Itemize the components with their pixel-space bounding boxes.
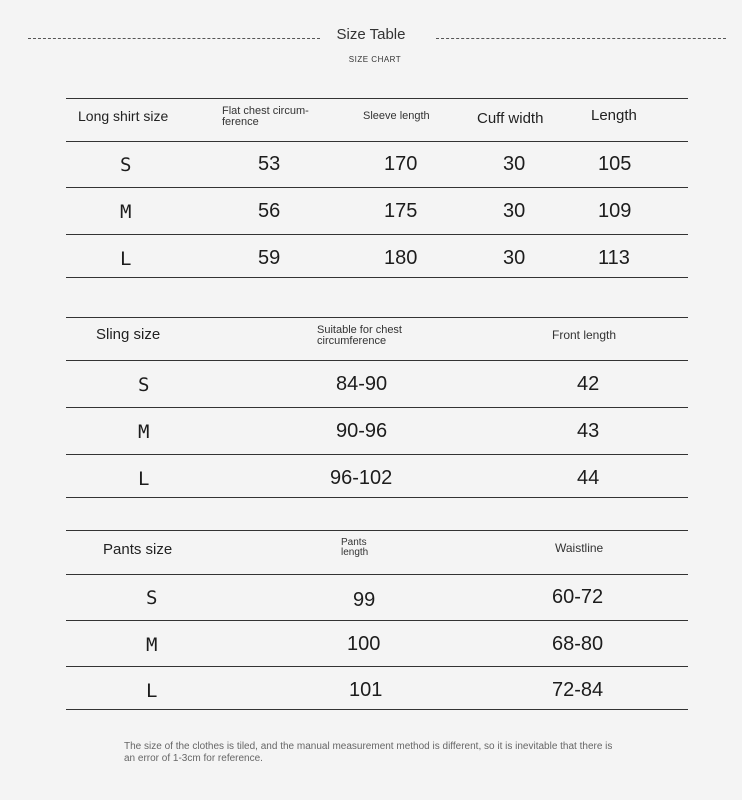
shirt-chest-value: 53 (258, 153, 281, 175)
pants-header-size: Pants size (103, 541, 173, 558)
table-rule (66, 98, 688, 99)
shirt-header-cuff: Cuff width (477, 110, 544, 127)
pants-waistline-value: 68-80 (552, 633, 604, 655)
shirt-header-length: Length (591, 107, 637, 124)
table-rule (66, 454, 688, 455)
sling-size-label: M (138, 421, 150, 443)
table-rule (66, 407, 688, 408)
sling-chest-value: 84-90 (336, 373, 388, 395)
page-title: Size Table (336, 26, 406, 43)
sling-front-length-value: 42 (577, 373, 600, 395)
shirt-chest-value: 59 (258, 247, 281, 269)
shirt-length-value: 113 (598, 247, 630, 269)
sling-size-label: L (138, 468, 150, 490)
table-rule (66, 277, 688, 278)
pants-size-label: L (146, 680, 158, 702)
sling-header-size: Sling size (96, 326, 161, 343)
shirt-length-value: 109 (598, 200, 632, 222)
pants-header-waistline: Waistline (555, 541, 604, 555)
table-rule (66, 187, 688, 188)
shirt-sleeve-value: 180 (384, 247, 418, 269)
pants-length-value: 100 (347, 633, 381, 655)
table-rule (66, 666, 688, 667)
shirt-chest-value: 56 (258, 200, 281, 222)
table-rule (66, 360, 688, 361)
shirt-header-sleeve: Sleeve length (363, 110, 430, 122)
shirt-size-label: L (120, 248, 132, 270)
table-rule (66, 530, 688, 531)
sling-header-chest: Suitable for chest circumference (317, 324, 402, 347)
table-rule (66, 620, 688, 621)
sling-header-front-length: Front length (552, 328, 617, 342)
page-subtitle: SIZE CHART (348, 55, 402, 64)
measurement-note: The size of the clothes is tiled, and the manual measurement method is different, so it is inevitable that there is an error of 1-3cm for reference. (124, 741, 613, 764)
pants-length-value: 99 (353, 589, 376, 611)
pants-length-value: 101 (349, 679, 383, 701)
shirt-header-size: Long shirt size (78, 108, 169, 124)
pants-waistline-value: 72-84 (552, 679, 604, 701)
table-rule (66, 141, 688, 142)
sling-chest-value: 96-102 (330, 467, 393, 489)
table-rule (66, 497, 688, 498)
shirt-cuff-value: 30 (503, 153, 526, 175)
sling-chest-value: 90-96 (336, 420, 388, 442)
shirt-size-label: S (120, 154, 132, 176)
table-rule (66, 317, 688, 318)
sling-front-length-value: 44 (577, 467, 600, 489)
pants-size-label: S (146, 587, 158, 609)
shirt-cuff-value: 30 (503, 247, 526, 269)
sling-front-length-value: 43 (577, 420, 600, 442)
shirt-sleeve-value: 175 (384, 200, 418, 222)
sling-size-label: S (138, 374, 150, 396)
shirt-header-chest: Flat chest circum-ference (222, 105, 309, 128)
shirt-sleeve-value: 170 (384, 153, 418, 175)
table-rule (66, 574, 688, 575)
table-rule (66, 709, 688, 710)
shirt-cuff-value: 30 (503, 200, 526, 222)
pants-header-length: Pants length (341, 537, 369, 558)
pants-size-label: M (146, 634, 158, 656)
shirt-length-value: 105 (598, 153, 632, 175)
pants-waistline-value: 60-72 (552, 586, 604, 608)
shirt-size-label: M (120, 201, 132, 223)
table-rule (66, 234, 688, 235)
